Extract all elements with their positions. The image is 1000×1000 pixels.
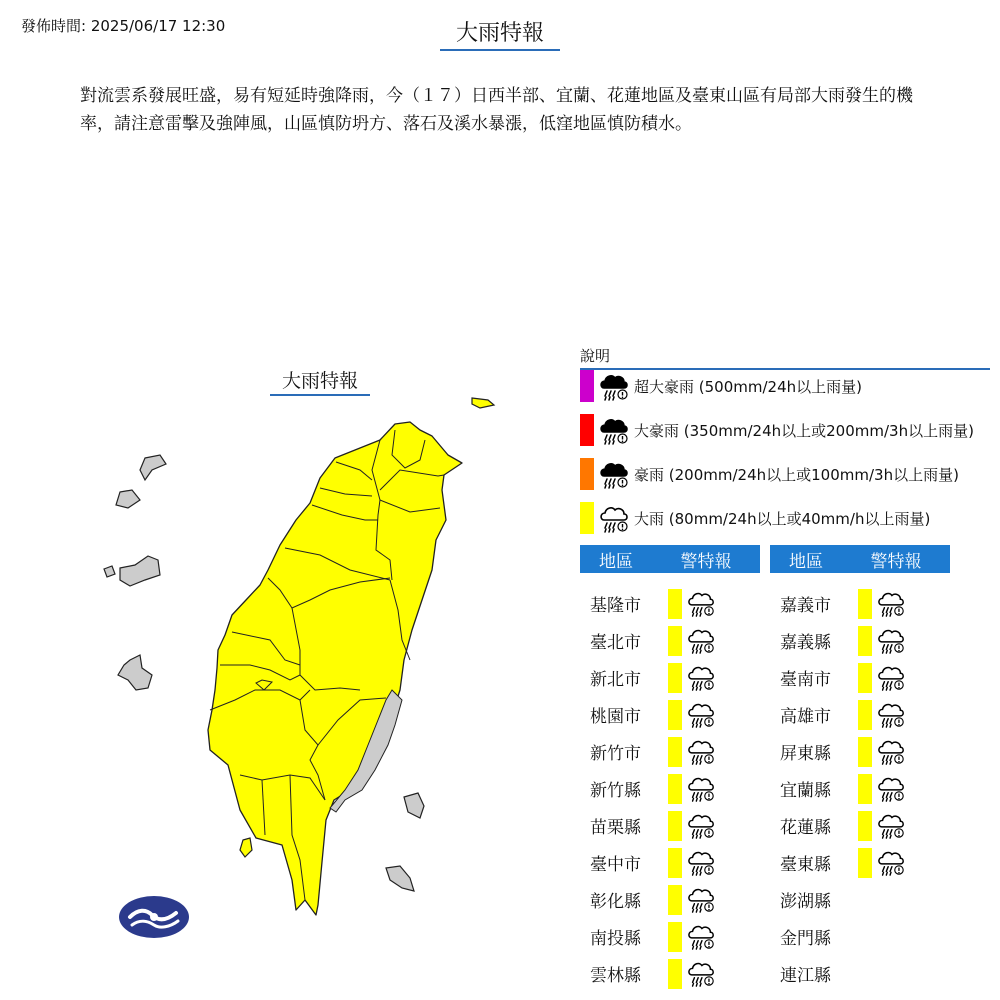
region-row: [770, 659, 906, 696]
heavy-rain-icon: [876, 773, 906, 805]
warning-level-bar: [858, 774, 872, 804]
cwa-logo: [118, 895, 190, 939]
legend-title: 說明: [580, 345, 990, 370]
heavy-rain-icon: [686, 699, 716, 731]
heavy-rain-icon: [686, 773, 716, 805]
page-title: 大雨特報: [440, 16, 560, 51]
heavy-rain-icon: [876, 662, 906, 694]
heavy-rain-icon: [686, 736, 716, 768]
region-name: 嘉義縣: [780, 633, 831, 653]
region-row: [580, 807, 716, 844]
region-row: [770, 733, 906, 770]
region-name: 新北市: [590, 670, 641, 690]
column-region: 地區: [789, 551, 823, 572]
legend-label: 豪雨 (200mm/24h以上或100mm/3h以上雨量): [634, 465, 959, 484]
penghu-islands: [118, 655, 152, 690]
torrential-rain-icon: [598, 414, 630, 446]
legend-swatch: [580, 370, 594, 402]
region-name: 臺中市: [590, 855, 641, 875]
region-name: 澎湖縣: [780, 892, 831, 912]
legend-label: 大雨 (80mm/24h以上或40mm/h以上雨量): [634, 509, 931, 528]
region-name: 連江縣: [780, 966, 831, 986]
legend-item: [580, 458, 959, 490]
region-row: [770, 844, 906, 881]
extreme-torrential-rain-icon: [598, 370, 630, 402]
region-row: [770, 807, 906, 844]
heavy-rain-icon: [876, 736, 906, 768]
region-row: [580, 844, 716, 881]
region-name: 臺東縣: [780, 855, 831, 875]
legend-item: [580, 502, 930, 534]
heavy-rain-icon: [686, 625, 716, 657]
region-name: 新竹縣: [590, 781, 641, 801]
region-name: 嘉義市: [780, 596, 831, 616]
warning-level-bar: [668, 737, 682, 767]
region-name: 宜蘭縣: [780, 781, 831, 801]
region-row: [580, 585, 716, 622]
heavy-rain-icon: [686, 958, 716, 990]
heavy-rain-icon: [876, 847, 906, 879]
region-row: [580, 770, 716, 807]
warning-description: 對流雲系發展旺盛，易有短延時強降雨，今（１７）日西半部、宜蘭、花蓮地區及臺東山區有局部大雨發生的機率，請注意雷擊及強陣風，山區慎防坍方、落石及溪水暴漲，低窪地區慎防積水。: [80, 86, 913, 134]
legend-item: [580, 414, 974, 446]
heavy-rain-icon: [876, 625, 906, 657]
region-name: 苗栗縣: [590, 818, 641, 838]
publish-time: 發佈時間: 2025/06/17 12:30: [21, 17, 226, 35]
region-row: [580, 696, 716, 733]
green-island: [404, 793, 424, 818]
legend-label: 超大豪雨 (500mm/24h以上雨量): [634, 377, 862, 396]
column-warning: 警特報: [870, 551, 922, 572]
xiaoliuqiu-island: [240, 838, 252, 857]
map-title: 大雨特報: [270, 366, 370, 396]
warning-level-bar: [858, 811, 872, 841]
region-name: 花蓮縣: [780, 818, 831, 838]
warning-level-bar: [858, 663, 872, 693]
column-region: 地區: [599, 551, 633, 572]
column-warning: 警特報: [680, 551, 732, 572]
matsu-island-south: [116, 490, 140, 508]
heavy-rain-icon: [686, 921, 716, 953]
region-row: [580, 733, 716, 770]
region-name: 基隆市: [590, 596, 641, 616]
warning-level-bar: [858, 737, 872, 767]
warning-level-bar: [668, 589, 682, 619]
region-row: [580, 881, 716, 918]
heavy-rain-icon: [686, 884, 716, 916]
legend-swatch: [580, 502, 594, 534]
warning-level-bar: [668, 885, 682, 915]
region-name: 高雄市: [780, 707, 831, 727]
warning-level-bar: [858, 626, 872, 656]
heavy-rain-icon: [876, 699, 906, 731]
warning-level-bar: [668, 626, 682, 656]
warning-level-bar: [668, 811, 682, 841]
legend-label: 大豪雨 (350mm/24h以上或200mm/3h以上雨量): [634, 421, 974, 440]
heavy-rain-icon: [686, 810, 716, 842]
region-row: [770, 696, 906, 733]
region-row: [770, 955, 858, 992]
warning-level-bar: [668, 700, 682, 730]
region-row: [580, 918, 716, 955]
region-row: [580, 659, 716, 696]
region-name: 臺南市: [780, 670, 831, 690]
region-name: 桃園市: [590, 707, 641, 727]
taiwan-map: [0, 395, 560, 955]
region-row: [770, 881, 858, 918]
region-row: [770, 585, 906, 622]
table-header-right: [770, 545, 950, 573]
orchid-island: [386, 866, 414, 891]
region-name: 金門縣: [780, 929, 831, 949]
warning-level-bar: [668, 922, 682, 952]
region-name: 雲林縣: [590, 966, 641, 986]
region-name: 新竹市: [590, 744, 641, 764]
region-name: 臺北市: [590, 633, 641, 653]
legend-item: [580, 370, 862, 402]
region-row: [770, 770, 906, 807]
region-name: 屏東縣: [780, 744, 831, 764]
heavy-rain-icon: [686, 847, 716, 879]
region-row: [770, 622, 906, 659]
warning-level-bar: [668, 959, 682, 989]
kinmen-small-island: [104, 566, 115, 577]
warning-level-bar: [858, 589, 872, 619]
heavy-rain-icon: [876, 588, 906, 620]
region-name: 南投縣: [590, 929, 641, 949]
region-row: [770, 918, 858, 955]
warning-level-bar: [668, 848, 682, 878]
heavy-rain-icon: [686, 588, 716, 620]
legend-swatch: [580, 414, 594, 446]
matsu-island-north: [140, 455, 166, 480]
table-header-left: [580, 545, 760, 573]
extremely-heavy-rain-icon: [598, 458, 630, 490]
warning-level-bar: [858, 700, 872, 730]
heavy-rain-icon: [876, 810, 906, 842]
region-row: [580, 622, 716, 659]
warning-level-bar: [858, 848, 872, 878]
heavy-rain-icon: [686, 662, 716, 694]
heavy-rain-icon: [598, 502, 630, 534]
region-row: [580, 955, 716, 992]
warning-level-bar: [668, 663, 682, 693]
region-name: 彰化縣: [590, 892, 641, 912]
legend-swatch: [580, 458, 594, 490]
warning-level-bar: [668, 774, 682, 804]
guishan-island: [472, 398, 494, 408]
kinmen-island: [120, 556, 160, 586]
